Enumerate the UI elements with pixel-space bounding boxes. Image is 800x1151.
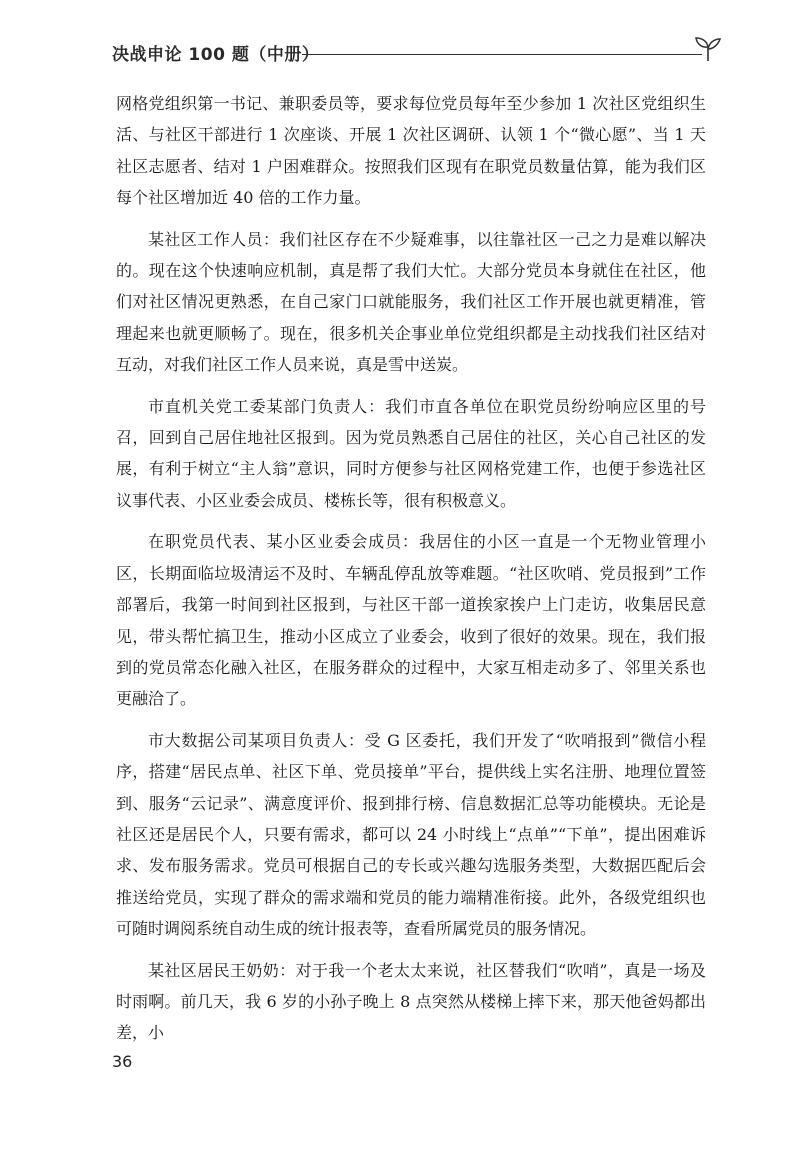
paragraph-municipal-official: 市直机关党工委某部门负责人：我们市直各单位在职党员纷纷响应区里的号召，回到自己居住地社区报到。因为党员熟悉自己居住的社区，关心自己社区的发展，有利于树立“主人翁”意识，同时方便参与社区网格党建工作，也便于参选社区议事代表、小区业委会成员、楼栋长等，很有积极意义。 bbox=[116, 396, 706, 510]
paragraph-bigdata-company: 市大数据公司某项目负责人：受 G 区委托，我们开发了“吹哨报到”微信小程序，搭建“居民点单、社区下单、党员接单”平台，提供线上实名注册、地理位置签到、服务“云记录”、满意度评价、报到排行榜、信息数据汇总等功能模块。无论是社区还是居民个人，只要有需求，都可以 24 小时线上“点单”“下单”，提出困难诉求、发布服务需求。党员可根据自己的专长或兴趣勾选服务类型，大数据匹配后会推送给党员，实现了群众的需求端和党员的能力端精准衔接。此外，各级党组织也可随时调阅系统自动生成的统计报表等，查看所属党员的服务情况。 bbox=[116, 730, 706, 939]
page-number: 36 bbox=[112, 1052, 133, 1071]
running-header bbox=[112, 36, 722, 66]
paragraph-party-member: 在职党员代表、某小区业委会成员：我居住的小区一直是一个无物业管理小区，长期面临垃圾清运不及时、车辆乱停乱放等难题。“社区吹哨、党员报到”工作部署后，我第一时间到社区报到，与社区干部一道挨家挨户上门走访，收集居民意见，带头帮忙搞卫生，推动小区成立了业委会，收到了很好的效果。现在，我们报到的党员常态化融入社区，在服务群众的过程中，大家互相走动多了、邻里关系也更融洽了。 bbox=[116, 532, 706, 709]
paragraph-resident: 某社区居民王奶奶：对于我一个老太太来说，社区替我们“吹哨”，真是一场及时雨啊。前几天，我 6 岁的小孙子晚上 8 点突然从楼梯上摔下来，那天他爸妈都出差，小 bbox=[116, 960, 706, 1043]
book-title: 决战申论 100 题（中册） bbox=[112, 45, 320, 65]
paragraph-community-worker: 某社区工作人员：我们社区存在不少疑难事，以往靠社区一己之力是难以解决的。现在这个快速响应机制，真是帮了我们大忙。大部分党员本身就住在社区，他们对社区情况更熟悉，在自己家门口就能服务，我们社区工作开展也就更精准，管理起来也就更顺畅了。现在，很多机关企事业单位党组织都是主动找我们社区结对互动，对我们社区工作人员来说，真是雪中送炭。 bbox=[116, 229, 706, 375]
page-body bbox=[116, 88, 706, 1059]
paragraph-continued: 网格党组织第一书记、兼职委员等，要求每位党员每年至少参加 1 次社区党组织生活、与社区干部进行 1 次座谈、开展 1 次社区调研、认领 1 个“微心愿”、当 1 天社区志愿者、结对 1 户困难群众。按照我们区现有在职党员数量估算，能为我们区每个社区增加近 40 倍的工作力量。 bbox=[116, 94, 706, 208]
sprout-icon bbox=[694, 36, 722, 62]
header-rule bbox=[302, 54, 702, 55]
